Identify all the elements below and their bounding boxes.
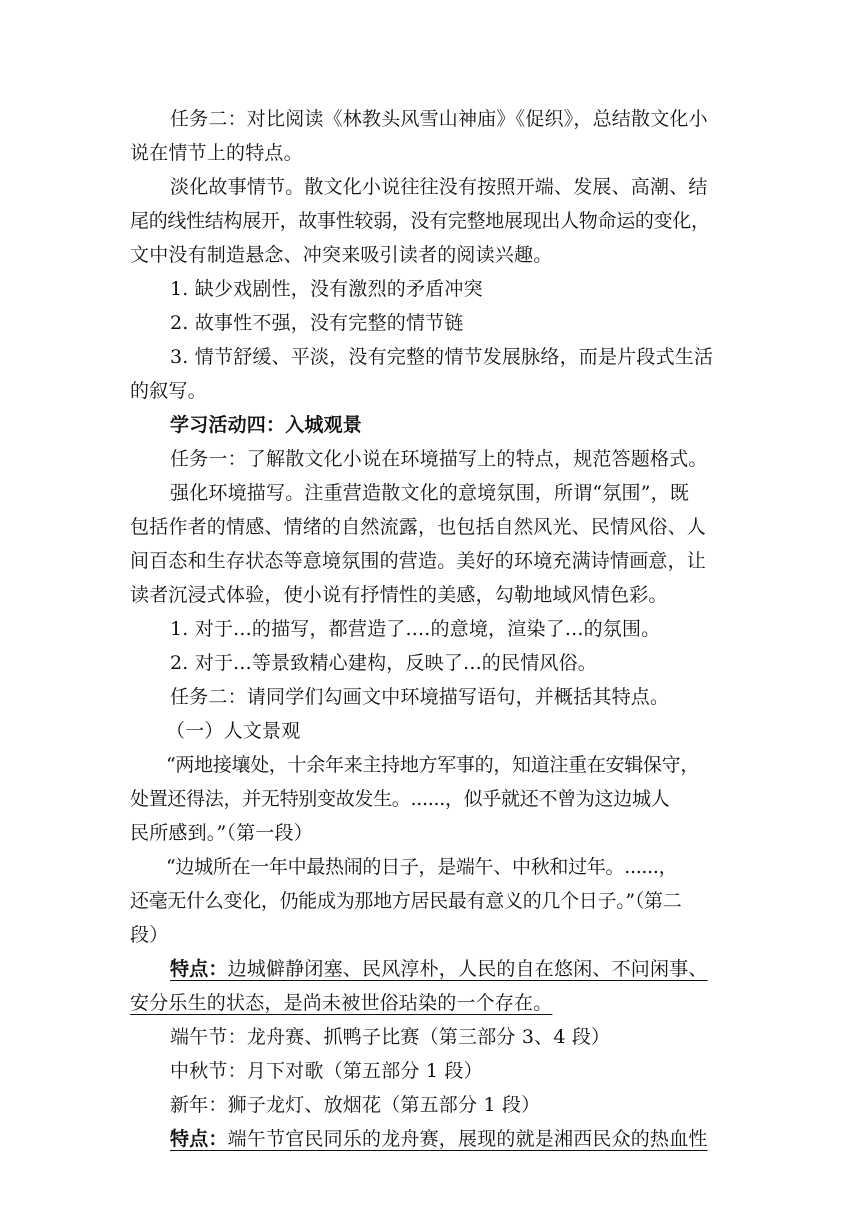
section-heading: 学习活动四：入城观景	[170, 414, 363, 436]
task-heading: 任务二：对比阅读《林教头风雪山神庙》《促织》，总结散文化小	[170, 108, 708, 130]
paragraph-line: 淡化故事情节。散文化小说往往没有按照开端、发展、高潮、结	[170, 176, 708, 198]
feature-line	[130, 1122, 730, 1156]
paragraph-line: 包括作者的情感、情绪的自然流露，也包括自然风光、民情风俗、人	[130, 516, 707, 538]
quote-line: 民所感到。”（第一段）	[130, 822, 313, 844]
paragraph-line: 尾的线性结构展开，故事性较弱，没有完整地展现出人物命运的变化，	[130, 210, 710, 232]
task-heading: 任务二：请同学们勾画文中环境描写语句，并概括其特点。	[170, 686, 670, 708]
paragraph-line: 的叙写。	[130, 380, 207, 402]
festival-item: 中秋节：月下对歌（第五部分 1 段）	[170, 1060, 483, 1082]
list-item: 3. 情节舒缓、平淡，没有完整的情节发展脉络，而是片段式生活	[170, 346, 714, 368]
feature-line	[130, 952, 730, 986]
document-body	[130, 102, 730, 1156]
festival-item: 端午节：龙舟赛、抓鸭子比赛（第三部分 3、4 段）	[170, 1026, 611, 1048]
quote-line: 段）	[130, 924, 169, 946]
subsection-heading: （一）人文景观	[166, 720, 301, 742]
task-heading: 任务一：了解散文化小说在环境描写上的特点，规范答题格式。	[170, 448, 708, 470]
feature-text: 端午节官民同乐的龙舟赛，展现的就是湘西民众的热血性	[227, 1128, 708, 1150]
list-item: 1. 缺少戏剧性，没有激烈的矛盾冲突	[170, 278, 483, 300]
template-line: 2. 对于...等景致精心建构，反映了...的民情风俗。	[170, 652, 598, 674]
quote-line: 处置还得法，并无特别变故发生。......，似乎就还不曾为这边城人	[130, 788, 670, 810]
paragraph-line: 文中没有制造悬念、冲突来吸引读者的阅读兴趣。	[130, 244, 553, 266]
feature-line: 安分乐生的状态，是尚未被世俗玷染的一个存在。	[130, 992, 553, 1014]
quote-line: “两地接壤处，十余年来主持地方军事的，知道注重在安辑保守，	[166, 754, 700, 776]
feature-text: 边城僻静闭塞、民风淳朴，人民的自在悠闲、不问闲事、	[227, 958, 708, 980]
paragraph-line: 说在情节上的特点。	[130, 142, 303, 164]
list-item: 2. 故事性不强，没有完整的情节链	[170, 312, 464, 334]
template-line: 1. 对于...的描写，都营造了....的意境，渲染了...的氛围。	[170, 618, 661, 640]
paragraph-line: 强化环境描写。注重营造散文化的意境氛围，所谓“氛围”，既	[170, 482, 690, 504]
paragraph-line: 读者沉浸式体验，使小说有抒情性的美感，勾勒地域风情色彩。	[130, 584, 668, 606]
feature-label: 特点：	[170, 1128, 228, 1150]
quote-line: 还毫无什么变化，仍能成为那地方居民最有意义的几个日子。”（第二	[130, 890, 682, 912]
quote-line: “边城所在一年中最热闹的日子，是端午、中秋和过年。......，	[166, 856, 678, 878]
feature-label: 特点：	[170, 958, 228, 980]
paragraph-line: 间百态和生存状态等意境氛围的营造。美好的环境充满诗情画意，让	[130, 550, 707, 572]
festival-item: 新年：狮子龙灯、放烟花（第五部分 1 段）	[170, 1094, 541, 1116]
